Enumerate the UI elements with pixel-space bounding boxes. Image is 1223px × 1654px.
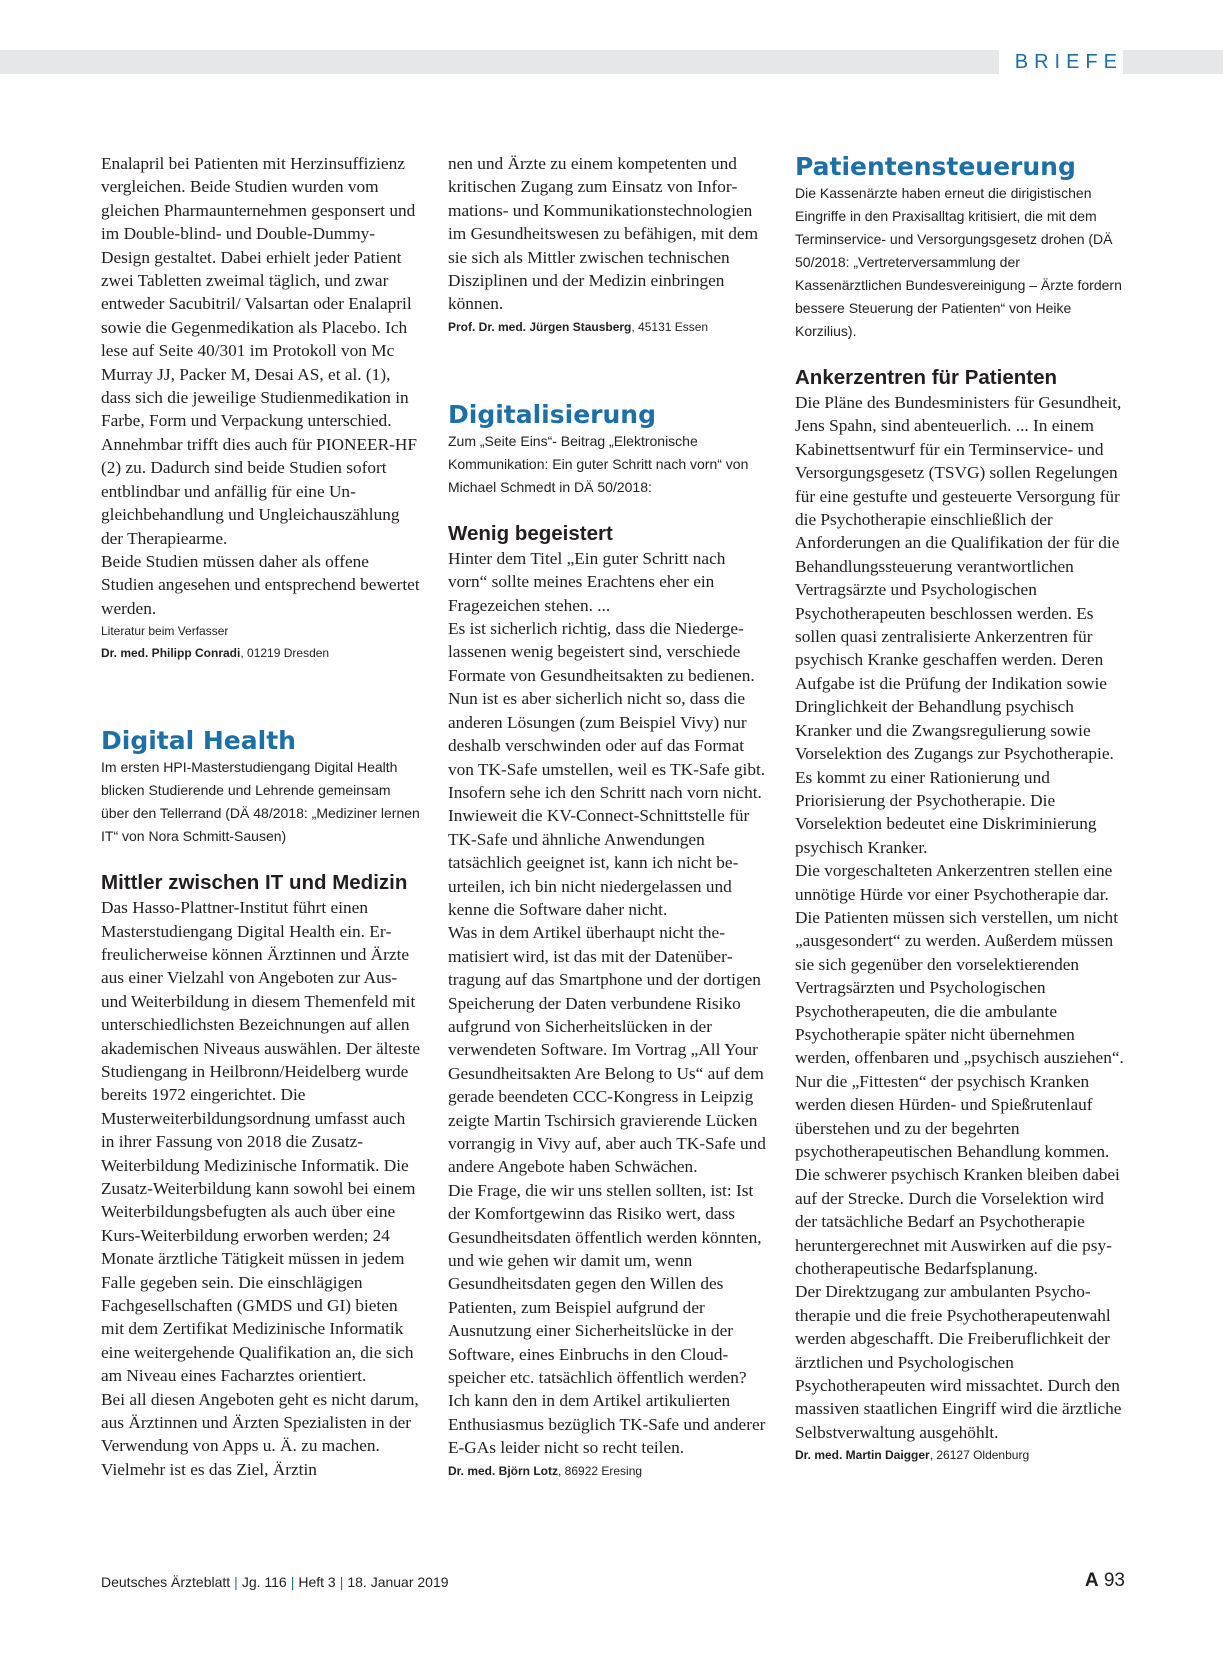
signature-place: , 01219 Dresden (240, 646, 330, 661)
signature-name: Dr. med. Martin Daigger (795, 1448, 930, 1463)
topic-lead: Zum „Seite Eins“- Beitrag „Elektronische Kommunikation: Ein guter Schritt nach vorn“ von Michael Schmedt in DÄ 50/2018: (448, 432, 749, 495)
letter-paragraph: Die Pläne des Bundesministers für Gesundheit, Jens Spahn, sind abenteuerlich. ... In einem Kabinettsentwurf für ein Terminservice- und Versorgungsgesetz (TSVG) sollen Regelungen für eine gestufte und gesteuerte Versorgung für die Psychotherapie einschließlich der Anforderungen an die Qualifikation der für die Behandlungssteuerung verantwortlichen Vertragsärzte und Psychologischen Psychotherapeuten beschlossen werden. Es sollen quasi zentralisierte Ankerzentren für psychisch Kranke geschaffen werden. Deren Aufgabe ist die Prüfung der Indikation sowie Dringlichkeit der Behandlung psychisch Kranker und die Zwangsregulierung sowie Vorselektion des Zugangs zur Psychotherapie. Es kommt zu einer Rationierung und Priorisierung der Psychotherapie. Die Vorselektion bedeutet eine Diskriminierung psychisch Kranker. (795, 393, 1122, 857)
literature-note: Literatur beim Verfasser (101, 624, 229, 639)
topic-title: Patientensteuerung (795, 152, 1076, 181)
page-number-value: 93 (1103, 1570, 1125, 1591)
footer-divider: | (339, 1574, 344, 1590)
column-2 (448, 152, 768, 1482)
signature (448, 316, 768, 338)
column-3 (795, 152, 1125, 1466)
signature-place: , 45131 Essen (631, 319, 709, 334)
topic-lead: Die Kassenärzte haben erneut die dirigistischen Eingriffe in den Praxisalltag kritisiert, die mit dem Terminservice- und Versorgungsgesetz drohen (DÄ 50/2018: „Vertreterversammlung der Kassenärztlichen Bundesvereinigung – Ärzte fordern bessere Steuerung der Patienten“ von Heike Korzilius). (795, 185, 1122, 339)
letter-paragraph: Bei all diesen Angeboten geht es nicht darum, aus Ärztinnen und Ärzten Spezialisten in der Verwendung von Apps u. Ä. zu machen. Vielmehr ist es das Ziel, Ärztin (101, 1389, 419, 1479)
letter-paragraph: Die vorgeschalteten Ankerzentren stellen eine unnötige Hürde vor einer Psychotherapie dar. Die Patienten müssen sich verstellen, um nicht „ausgesondert“ zu werden. Außerdem müssen sie sich gegenüber den vorselektierenden Vertragsärzten und Psychologischen Psychotherapeuten, die die ambulante Psychotherapie später nicht übernehmen werden, offenbaren und „psychisch ausziehen“. Nur die „Fittesten“ der psychisch Kranken werden diesen Hürden- und Spießrutenlauf überstehen und zu der begehrten psychotherapeutischen Behandlung kommen. Die schwerer psychisch Kranken bleiben dabei auf der Strecke. Durch die Vorselektion wird der tatsächliche Bedarf an Psychotherapie heruntergerechnet mit Auswirken auf die psychotherapeutische Bedarfsplanung. (795, 861, 1124, 1279)
topic-title: Digitalisierung (448, 399, 656, 429)
letter-paragraph: Hinter dem Titel „Ein guter Schritt nach vorn“ sollte meines Erachtens eher ein Fragezeichen stehen. ... (448, 548, 726, 615)
issue: Heft 3 (298, 1574, 336, 1590)
letter-continuation-paragraph: Beide Studien müssen daher als offene Studien angesehen und entsprechend bewertet werden. (101, 551, 420, 618)
letter-paragraph: Es ist sicherlich richtig, dass die Niedergelassenen wenig begeistert sind, verschiede Formate von Gesundheitsakten zu bedienen. Nun ist es aber sicherlich nicht so, dass die anderen Lösungen (zum Beispiel Vivy) nur deshalb verschwinden oder auf das Format von TK-Safe umstellen, weil es TK-Safe gibt. Insofern sehe ich den Schritt nach vorn nicht. (448, 619, 766, 802)
letter-paragraph: Der Direktzugang zur ambulanten Psychotherapie und die freie Psychotherapeutenwahl werden abgeschafft. Die Freiberuflichkeit der ärztlichen und Psychologischen Psychotherapeuten wird missachtet. Durch den massiven staatlichen Eingriff wird die ärztliche Selbstverwaltung ausgehöhlt. (795, 1282, 1122, 1442)
letter-paragraph: Was in dem Artikel überhaupt nicht thematisiert wird, ist das mit der Datenübertragung auf das Smartphone und der dortigen Speicherung der Daten verbundene Risiko aufgrund von Sicherheitslücken in der verwendeten Software. Im Vortrag „All Your Gesundheitsakten Are Belong to Us“ auf dem gerade beendeten CCC-Kongress in Leipzig zeigte Martin Tschirsich gravierende Lücken vorrangig in Vivy auf, aber auch TK-Safe und andere Angebote haben Schwächen. (448, 923, 766, 1177)
letter-title: Ankerzentren für Patienten (795, 366, 1057, 389)
page-footer (101, 1574, 449, 1590)
topic-title: Digital Health (101, 726, 296, 756)
letter-paragraph: Die Frage, die wir uns stellen sollten, ist: Ist der Komfortgewinn das Risiko wert, dass Gesundheitsdaten öffentlich werden könnten, und wie gehen wir damit um, wenn Gesundheitsdaten gegen den Willen des Patienten, zum Beispiel aufgrund der Ausnutzung einer Sicherheitslücke in der Software, eines Einbruchs in den Cloudspeicher etc. tatsächlich öffentlich werden? Ich kann den in dem Artikel artikulierten Enthusiasmus bezüglich TK-Safe und anderer E-GAs leider nicht so recht teilen. (448, 1180, 766, 1458)
topic-lead: Im ersten HPI-Masterstudiengang Digital Health blicken Studierende und Lehrende gemeinsam über den Tellerrand (DÄ 48/2018: „Mediziner lernen IT“ von Nora Schmitt-Sausen) (101, 759, 420, 845)
footer-divider: | (234, 1574, 238, 1590)
page-number (1085, 1570, 1125, 1592)
letter-title: Wenig begeistert (448, 521, 613, 545)
footer-divider: | (290, 1574, 295, 1590)
signature-place: , 26127 Oldenburg (929, 1448, 1030, 1463)
page-prefix: A (1084, 1570, 1099, 1591)
signature (795, 1444, 1125, 1466)
letter-paragraph: Inwieweit die KV-Connect-Schnittstelle für TK-Safe und ähnliche Anwendungen tatsächlich geeignet ist, kann ich nicht beurteilen, ich bin nicht niedergelassen und kenne die Software daher nicht. (448, 806, 750, 919)
letter-continuation: Enalapril bei Patienten mit Herzinsuffizienz vergleichen. Beide Studien wurden vom gleichen Pharmaunternehmen gesponsert und im Double-blind- und Double-Dummy-Design gestaltet. Dabei erhielt jeder Patient zwei Tabletten zweimal täglich, und zwar entweder Sacubitril/ Valsartan oder Enalapril sowie die Gegenmedikation als Placebo. Ich lese auf Seite 40/301 im Protokoll von Mc Murray JJ, Packer M, Desai AS, et al. (1), dass sich die jeweilige Studienmedikation in Farbe, Form und Verpackung unterschied. Annehmbar trifft dies auch für PIONEER-HF (2) zu. Dadurch sind beide Studien sofort entblindbar und anfällig für eine Ungleichbehandlung und Ungleichauszählung der Therapiearme. (101, 154, 417, 548)
signature-place: , 86922 Eresing (558, 1463, 643, 1478)
letter-continuation: nen und Ärzte zu einem kompetenten und kritischen Zugang zum Einsatz von Informations- und Kommunikationstechnologien im Gesundheitswesen zu befähigen, mit dem sie sich als Mittler zwischen technischen Disziplinen und der Medizin einbringen können. (448, 154, 759, 314)
column-1 (101, 152, 421, 1481)
section-label: BRIEFE (999, 50, 1123, 74)
signature-name: Dr. med. Philipp Conradi (101, 646, 241, 661)
issue-date: 18. Januar 2019 (347, 1574, 449, 1590)
signature-name: Dr. med. Björn Lotz (448, 1463, 559, 1478)
volume: Jg. 116 (241, 1574, 287, 1590)
signature (448, 1460, 768, 1482)
letter-title: Mittler zwischen IT und Medizin (101, 871, 408, 895)
signature-name: Prof. Dr. med. Jürgen Stausberg (448, 319, 632, 334)
journal-name: Deutsches Ärzteblatt (101, 1574, 231, 1590)
signature (101, 642, 421, 664)
letter-paragraph: Das Hasso-Plattner-Institut führt einen Masterstudiengang Digital Health ein. Erfreulicherweise können Ärztinnen und Ärzte aus einer Vielzahl von Angeboten zur Aus- und Weiterbildung in diesem Themenfeld mit unterschiedlichsten Bezeichnungen auf allen akademischen Niveaus auswählen. Der älteste Studiengang in Heilbronn/Heidelberg wurde bereits 1972 eingerichtet. Die Musterweiterbildungsordnung umfasst auch in ihrer Fassung von 2018 die Zusatz-Weiterbildung Medizinische Informatik. Die Zusatz-Weiterbildung kann sowohl bei einem Weiterbildungsbefugten als auch über eine Kurs-Weiterbildung erworben werden; 24 Monate ärztliche Tätigkeit müssen in jedem Falle gegeben sein. Die einschlägigen Fachgesellschaften (GMDS und GI) bieten mit dem Zertifikat Medizinische Informatik eine weitergehende Qualifikation an, die sich am Niveau eines Facharztes orientiert. (101, 898, 421, 1386)
